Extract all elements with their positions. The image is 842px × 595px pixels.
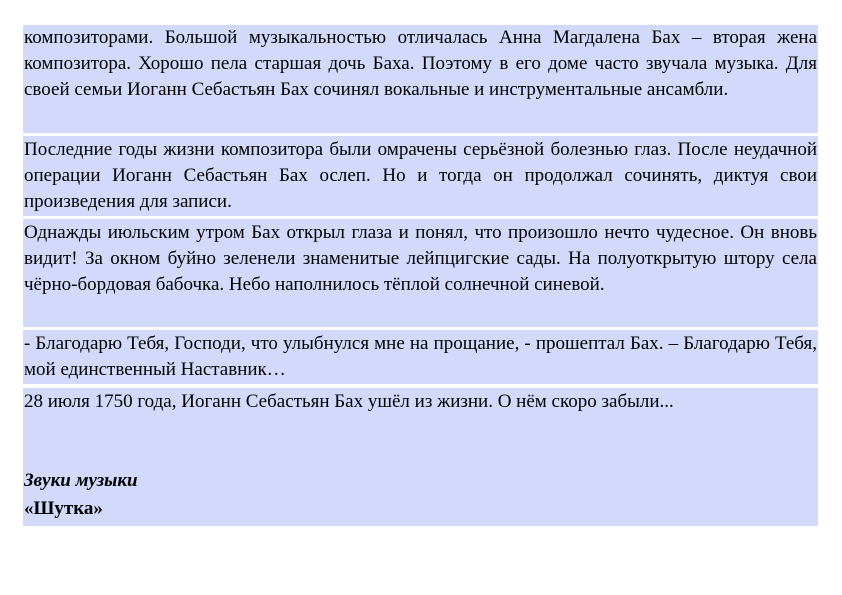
piece-title: «Шутка» [24, 498, 103, 519]
text-block-july-morning [23, 219, 818, 327]
text-block-thanks [23, 330, 818, 384]
paragraph-death: 28 июля 1750 года, Иоганн Себастьян Бах ушёл из жизни. О нём скоро забыли... [24, 391, 674, 412]
paragraph-july-morning: Однажды июльским утром Бах открыл глаза и понял, что произошло нечто чудесное. Он вновь видит! За окном буйно зеленели знаменитые лейпцигские сады. На полуоткрытую штору села чёрно-бордовая бабочка. Небо наполнилось тёплой солнечной синевой. [24, 222, 817, 295]
paragraph-thanks: - Благодарю Тебя, Господи, что улыбнулся мне на прощание, - прошептал Бах. – Благодарю Тебя, мой единственный Наставник… [24, 333, 817, 380]
paragraph-family-music: композиторами. Большой музыкальностью отличалась Анна Магдалена Бах – вторая жена композитора. Хорошо пела старшая дочь Баха. Поэтому в его доме часто звучала музыка. Для своей семьи Иоганн Себастьян Бах сочинял вокальные и инструментальные ансамбли. [24, 27, 817, 100]
text-block-ending [23, 388, 818, 526]
section-heading: Звуки музыки [24, 470, 138, 491]
text-block-illness [23, 136, 818, 216]
paragraph-illness: Последние годы жизни композитора были омрачены серьёзной болезнью глаз. После неудачной операции Иоганн Себастьян Бах ослеп. Но и тогда он продолжал сочинять, диктуя свои произведения для записи. [24, 139, 817, 212]
text-block-family-music [23, 25, 818, 133]
